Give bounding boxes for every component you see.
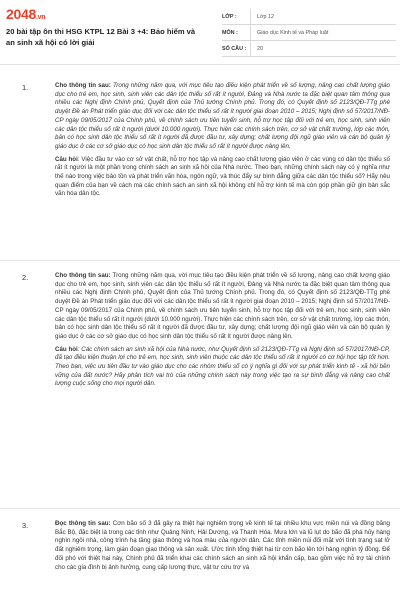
meta-key: LỚP : — [222, 13, 237, 20]
meta-key: SỐ CÂU : — [222, 45, 247, 52]
intro-label: Cho thông tin sau: — [55, 272, 111, 279]
intro-label: Cho thông tin sau: — [55, 82, 111, 89]
meta-row-count — [222, 41, 396, 57]
question-intro — [55, 82, 390, 152]
question-divider — [0, 508, 400, 509]
page-header — [0, 0, 400, 62]
meta-row-subject — [222, 25, 396, 41]
question-number: 1. — [22, 83, 29, 92]
meta-value: Giáo dục Kinh tế và Pháp luật — [250, 25, 328, 41]
question-label: Câu hỏi — [55, 155, 78, 163]
site-logo[interactable] — [6, 6, 45, 22]
question-label: Câu hỏi — [55, 345, 78, 353]
question-body — [55, 82, 390, 203]
document-meta — [222, 9, 396, 57]
question-divider — [0, 260, 400, 261]
intro-label: Đọc thông tin sau: — [55, 520, 111, 527]
question-text: : Việc đầu tư vào cơ sở vật chất, hỗ trợ học tập và nâng cao chất lượng giáo viên ở các vùng có dân tộc thiểu số rất ít người là một phần trong chính sách an sinh xã hội của Nhà nước. Theo bạn, những chính sách này có ý nghĩa như thế nào trong việc bảo tồn và phát triển văn hóa, ngôn ngữ, và thúc đẩy sự bình đẳng giữa các dân tộc thiểu số? Hãy nêu quan điểm của bạn về cách mà các chính sách an sinh xã hội không chỉ hỗ trợ kinh tế mà còn góp phần giữ gìn bản sắc văn hóa dân tộc. — [55, 155, 391, 198]
question-text: : Các chính sách an sinh xã hội của Nhà nước, như Quyết định số 2123/QĐ-TTg và Nghị định số 57/2017/NĐ-CP, đã tạo điều kiện thuận lợi cho trẻ em, học sinh, sinh viên thuộc các dân tộc thiểu số rất ít người có cơ hội học tập tốt hơn. Theo bạn, việc ưu tiên đầu tư vào giáo dục cho các nhóm thiểu số có ý nghĩa gì đối với sự phát triển kinh tế - xã hội bền vững của đất nước? Hãy phân tích vai trò của những chính sách này trong việc tạo ra sự bình đẳng và nâng cao chất lượng cuộc sống cho mọi người dân. — [55, 345, 390, 388]
logo-text: 2048 — [6, 6, 36, 22]
meta-row-class — [222, 9, 396, 25]
question-body — [55, 272, 390, 393]
logo-suffix: .vn — [35, 14, 46, 21]
question-intro — [55, 272, 390, 342]
intro-text: Trong những năm qua, với mục tiêu tạo điều kiện phát triển về số lượng, nâng cao chất lượng giáo dục cho trẻ em, học sinh, sinh viên các dân tộc thiểu số rất ít người, Đảng và Nhà nước ta đặc biệt quan tâm thông qua nhiều các Nghị định Chính phủ, Quyết định của Thủ tướng Chính phủ. Trong đó, có Quyết định số 2123/QĐ-TTg phê duyệt Đề án Phát triển giáo dục đối với các dân tộc thiểu số rất ít người giai đoạn 2010 – 2015; Nghị định số 57/2017/NĐ-CP ngày 09/05/2017 của Chính phủ, về chính sách ưu tiên tuyển sinh, hỗ trợ học tập đối với trẻ em, học sinh, sinh viên các dân tộc thiểu số rất ít người (dưới 10.000 người). Thực hiện các chính sách trên, cơ sở vật chất trường, lớp các thôn, bản có học sinh dân tộc thiểu số rất ít người đã được đầu tư, xây dựng; chất lượng đội ngũ giáo viên và cán bộ quản lý giáo dục ở các cơ sở giáo dục có học sinh dân tộc thiểu số rất ít người được nâng lên. — [55, 272, 390, 340]
meta-value: Lớp 12 — [250, 9, 274, 25]
header-divider — [0, 64, 400, 65]
intro-text: Trong những năm qua, với mục tiêu tạo điều kiện phát triển về số lượng, nâng cao chất lượng giáo dục cho trẻ em, học sinh, sinh viên các dân tộc thiểu số rất ít người, Đảng và Nhà nước ta đặc biệt quan tâm thông qua nhiều các Nghị định Chính phủ, Quyết định của Thủ tướng Chính phủ. Trong đó, có Quyết định số 2123/QĐ-TTg phê duyệt Đề án Phát triển giáo dục đối với các dân tộc thiểu số rất ít người giai đoạn 2010 – 2015; Nghị định số 57/2017/NĐ-CP ngày 09/05/2017 của Chính phủ, về chính sách ưu tiên tuyển sinh, hỗ trợ học tập đối với trẻ em, học sinh, sinh viên các dân tộc thiểu số rất ít người (dưới 10.000 người). Thực hiện các chính sách trên, cơ sở vật chất trường, lớp các thôn, bản có học sinh dân tộc thiểu số rất ít người đã được đầu tư, xây dựng; chất lượng đội ngũ giáo viên và cán bộ quản lý giáo dục ở các cơ sở giáo dục có học sinh dân tộc thiểu số rất ít người được nâng lên. — [55, 82, 390, 150]
question-number: 2. — [22, 273, 29, 282]
document-title: 20 bài tập ôn thi HSG KTPL 12 Bài 3 +4: Bảo hiểm và an sinh xã hội có lời giải — [6, 27, 196, 47]
intro-text: Cơn bão số 3 đã gây ra thiệt hại nghiêm trọng về kinh tế tại nhiều khu vực miền núi và đồng bằng Bắc Bộ, đặc biệt là trong các tỉnh như Quảng Ninh, Hải Dương, và Thanh Hóa. Mưa lớn và lũ lụt do bão đã phá hủy hàng nghìn ngôi nhà, công trình hạ tầng giao thông và hoa màu của người dân. Các tỉnh miền núi đối mặt với tình trạng sạt lở đất nghiêm trọng, làm gián đoạn giao thông và sản xuất. Ước tính tổng thiệt hại từ cơn bão lên tới hàng nghìn tỷ đồng. Để đối phó với thiệt hại này, Chính phủ đã triển khai các chính sách an sinh xã hội khẩn cấp, bao gồm việc hỗ trợ tài chính cho các gia đình bị ảnh hưởng, cung cấp lương thực, vật tư cứu trợ và — [55, 520, 390, 571]
meta-key: MÔN : — [222, 29, 238, 36]
question-number: 3. — [22, 521, 29, 530]
question-body — [55, 520, 390, 600]
meta-value: 20 — [250, 41, 263, 57]
question-intro — [55, 520, 390, 572]
question-prompt — [55, 156, 390, 200]
question-prompt — [55, 346, 390, 390]
